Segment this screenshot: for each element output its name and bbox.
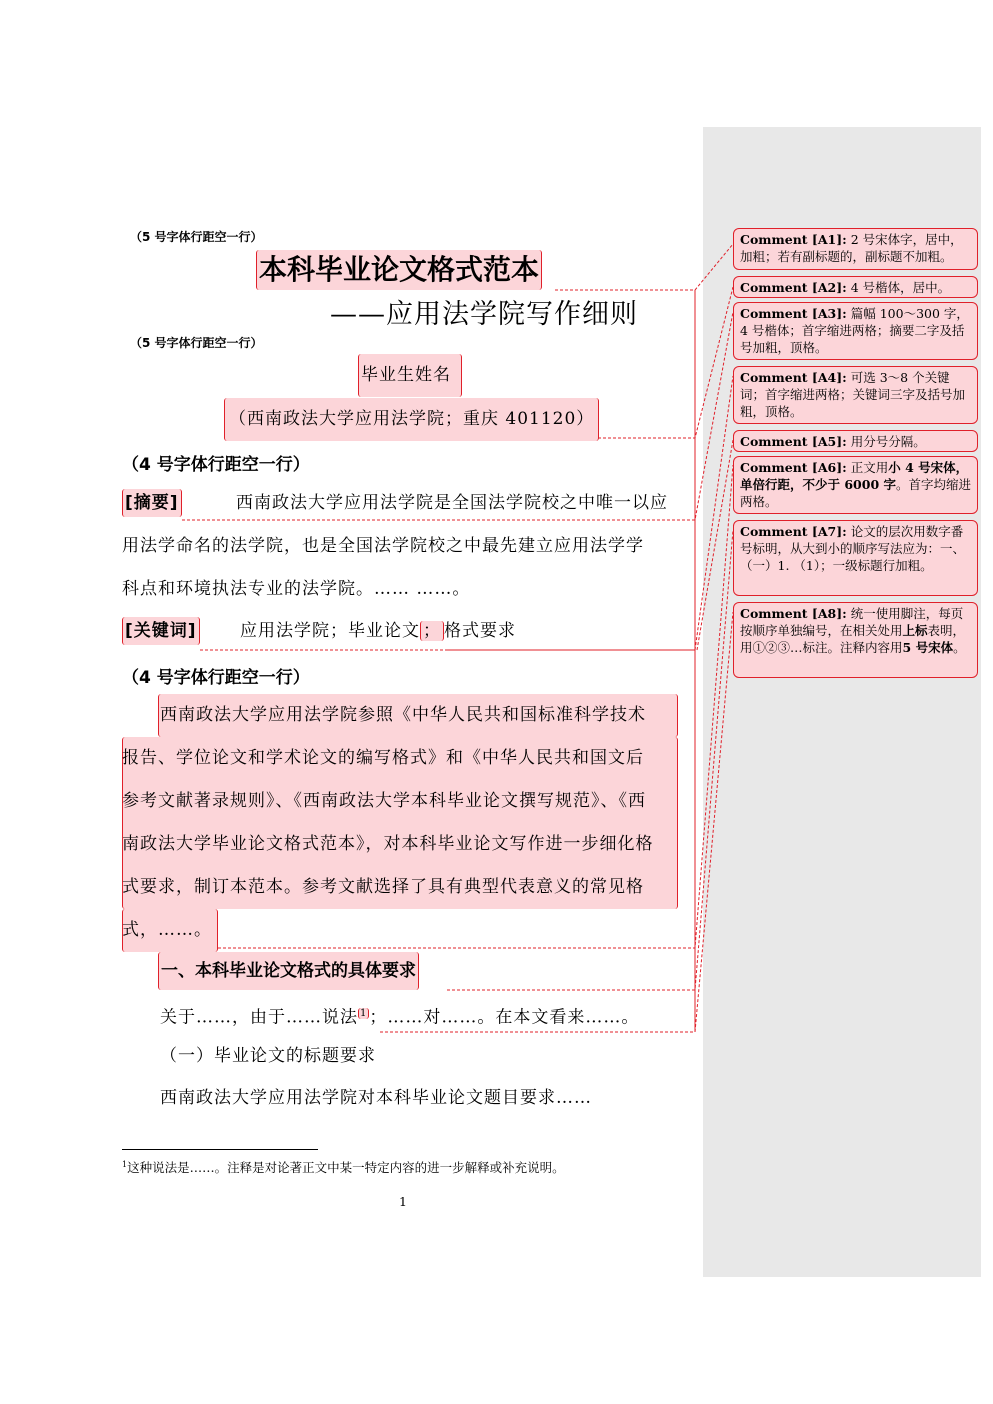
abstract-text-1: 西南政法大学应用法学院是全国法学院校之中唯一以应 (235, 493, 668, 513)
comment-a1[interactable] (733, 228, 978, 270)
spacing-note-before-abstract: （4 号字体行距空一行） (122, 455, 310, 475)
keywords-part-1: 应用法学院；毕业论文 (239, 621, 420, 641)
comment-a2-label: Comment [A2]: (740, 280, 847, 295)
abstract-line-1 (122, 482, 668, 525)
comment-a6-label: Comment [A6]: (740, 460, 847, 475)
comment-a7-label: Comment [A7]: (740, 524, 847, 539)
comment-a8-text-e: 。 (953, 640, 966, 655)
comment-a1-label: Comment [A1]: (740, 232, 847, 247)
footnote-text: 这种说法是……。注释是对论著正文中某一特定内容的进一步解释或补充说明。 (127, 1160, 565, 1175)
subsection-1-text: 西南政法大学应用法学院对本科毕业论文题目要求…… (160, 1088, 592, 1108)
author-affiliation: （西南政法大学应用法学院；重庆 401120） (224, 398, 599, 441)
comment-a2-text: 4 号楷体，居中。 (850, 280, 951, 295)
section-1-heading: 一、本科毕业论文格式的具体要求 (158, 952, 419, 990)
keywords-part-2: 格式要求 (443, 621, 516, 641)
comment-a3-text: 篇幅 100～300 字，4 号楷体；首字缩进两格；摘要二字及括号加粗，顶格。 (740, 306, 969, 355)
document-subtitle: ——应用法学院写作细则 (330, 299, 638, 330)
comment-a3[interactable] (733, 302, 978, 360)
keywords-separator: ； (420, 621, 444, 641)
comment-a6[interactable] (733, 456, 978, 514)
keywords-label: [关键词] (122, 617, 200, 645)
footnote-reference[interactable]: 1 (360, 1008, 368, 1019)
comment-a6-text-a: 正文用 (850, 460, 889, 475)
intro-line-2: 报告、学位论文和学术论文的编写格式》和《中华人民共和国文后 (122, 748, 644, 768)
comment-a8-label: Comment [A8]: (740, 606, 847, 621)
comment-a4-text: 可选 3～8 个关键词；首字缩进两格；关键词三字及括号加粗，顶格。 (740, 370, 966, 419)
section-1-text-b: ；……对……。在本文看来……。 (369, 1007, 640, 1028)
spacing-note-after-title: （5 号字体行距空一行） (130, 336, 263, 350)
abstract-label: [摘要] (122, 489, 182, 517)
subsection-1-heading: （一）毕业论文的标题要求 (160, 1046, 376, 1066)
comment-a8-text-d: 5 号宋体 (902, 640, 954, 655)
page-number: 1 (399, 1194, 407, 1209)
intro-line-6: 式，……。 (122, 920, 212, 940)
comment-a8[interactable] (733, 602, 978, 678)
comment-a8-text-a: 统一使用脚注，每页按顺序单独编号，在相关处用 (740, 606, 964, 638)
section-1-text-a: 关于……，由于……说法 (160, 1007, 358, 1028)
footnote (122, 1158, 565, 1176)
leader-a1 (555, 244, 733, 290)
comment-a5-label: Comment [A5]: (740, 434, 847, 449)
comment-a2[interactable] (733, 276, 978, 298)
comment-a8-text-c: 表明，用①②③…标注。注释内容用 (740, 623, 966, 655)
intro-line-1: 西南政法大学应用法学院参照《中华人民共和国标准科学技术 (160, 705, 646, 725)
intro-line-4: 南政法大学毕业论文格式范本》，对本科毕业论文写作进一步细化格 (122, 834, 654, 854)
comment-a5-text: 用分号分隔。 (850, 434, 926, 449)
comment-a7-text: 论文的层次用数字番号标明，从大到小的顺序写法应为：一、（一）1. （1）；一级标题行加粗。 (740, 524, 966, 573)
author-name: 毕业生姓名 (358, 354, 462, 397)
comment-a1-text: 2 号宋体字，居中，加粗；若有副标题的，副标题不加粗。 (740, 232, 963, 264)
comment-a6-text-c: 。首字均缩进两格。 (740, 477, 972, 509)
section-1-text (160, 992, 639, 1040)
comment-a4-label: Comment [A4]: (740, 370, 847, 385)
spacing-note-top: （5 号字体行距空一行） (130, 230, 263, 244)
comment-a6-text-b: 小 4 号宋体，单倍行距，不少于 6000 字 (740, 460, 969, 492)
comment-a8-text-b: 上标 (902, 623, 928, 638)
document-title: 本科毕业论文格式范本 (256, 250, 542, 290)
comment-a7[interactable] (733, 520, 978, 596)
comment-a3-label: Comment [A3]: (740, 306, 847, 321)
intro-line-3: 参考文献著录规则》、《西南政法大学本科毕业论文撰写规范》、《西 (122, 791, 646, 811)
comment-a5[interactable] (733, 430, 978, 452)
footnote-separator (122, 1149, 318, 1150)
abstract-line-2: 用法学命名的法学院，也是全国法学院校之中最先建立应用法学学 (122, 536, 644, 556)
footnote-mark: 1 (122, 1159, 128, 1169)
intro-line-5: 式要求，制订本范本。参考文献选择了具有典型代表意义的常见格 (122, 877, 644, 897)
spacing-note-before-body: （4 号字体行距空一行） (122, 668, 310, 688)
comment-a4[interactable] (733, 366, 978, 424)
abstract-line-3: 科点和环境执法专业的法学院。…… ……。 (122, 579, 471, 599)
keywords-line (122, 610, 516, 653)
